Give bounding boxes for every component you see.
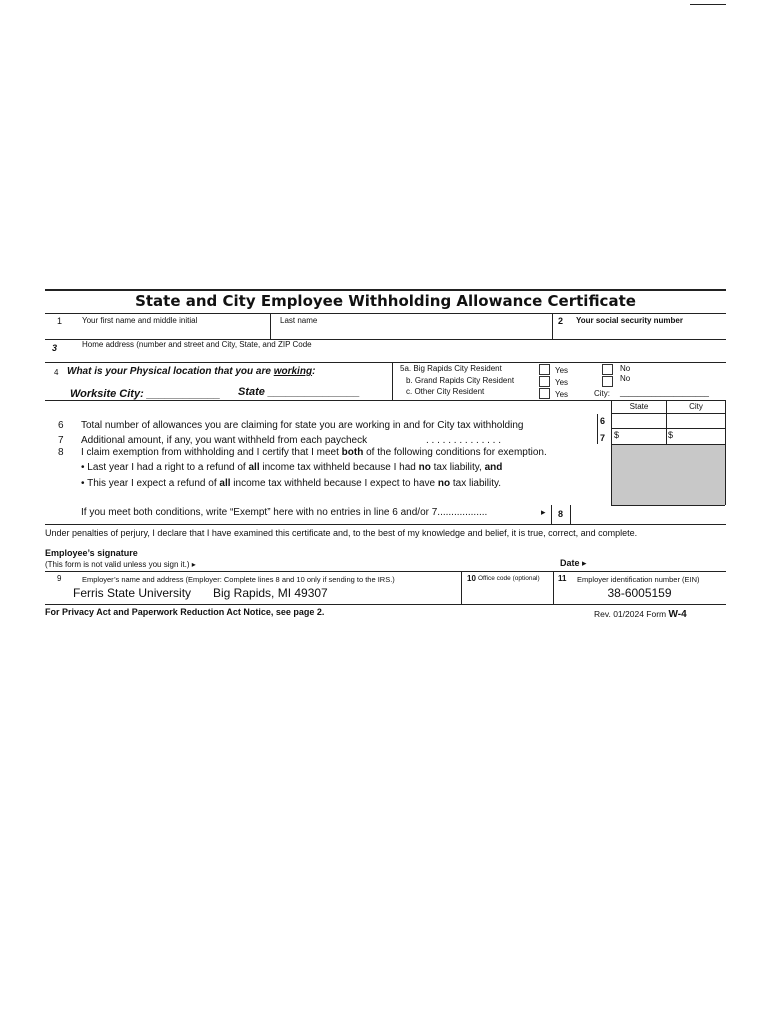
question-text: What is your Physical location that you are bbox=[67, 366, 274, 377]
worksite-city-label: Worksite City: ____________ bbox=[70, 388, 221, 400]
line6-city-field[interactable] bbox=[668, 415, 727, 429]
condition-bullet-1 bbox=[81, 462, 502, 473]
signature-bottom-rule bbox=[45, 571, 726, 572]
line-8-number: 8 bbox=[58, 447, 64, 458]
b2-post: tax liability. bbox=[450, 478, 502, 489]
perjury-top-rule bbox=[45, 524, 726, 525]
ssn-label: Your social security number bbox=[576, 316, 683, 325]
city-dollar-sign: $ bbox=[668, 430, 674, 440]
b1-and: and bbox=[484, 462, 503, 473]
form-title: State and City Employee Withholding Allowance Certificate bbox=[135, 292, 636, 310]
line-4-number: 4 bbox=[54, 368, 59, 377]
resident-a-no-checkbox[interactable] bbox=[602, 364, 613, 375]
box-8-label: 8 bbox=[558, 509, 564, 519]
resident-b-yes-checkbox[interactable] bbox=[539, 376, 550, 387]
physical-location-question bbox=[67, 366, 315, 377]
row3-bottom-rule bbox=[45, 362, 726, 363]
last-name-label: Last name bbox=[280, 316, 318, 325]
line-8-text bbox=[81, 447, 547, 458]
question-working: working bbox=[273, 366, 313, 377]
line7-state-field[interactable] bbox=[624, 430, 668, 444]
resident-a-label: 5a. Big Rapids City Resident bbox=[400, 364, 502, 373]
line-1-number: 1 bbox=[57, 316, 63, 326]
b2-mid: income tax withheld because I expect to have bbox=[230, 478, 438, 489]
city-column-header: City bbox=[689, 402, 703, 411]
employer-city: Big Rapids, MI 49307 bbox=[213, 586, 328, 600]
resident-c-yes-checkbox[interactable] bbox=[539, 388, 550, 399]
date-arrow: ▸ bbox=[582, 558, 587, 568]
row1-divider-b bbox=[552, 313, 553, 339]
resident-a-yes-checkbox[interactable] bbox=[539, 364, 550, 375]
row4-bottom-rule bbox=[45, 400, 726, 401]
date-label bbox=[560, 558, 587, 569]
column-header-rule bbox=[611, 413, 725, 414]
signature-field[interactable] bbox=[250, 557, 554, 572]
exempt-field[interactable] bbox=[574, 508, 726, 524]
row4-divider bbox=[392, 362, 393, 400]
box-6-label: 6 bbox=[600, 416, 606, 426]
b2-pre: • This year I expect a refund of bbox=[81, 478, 220, 489]
state-column-header: State bbox=[629, 402, 649, 411]
date-label-text: Date bbox=[560, 558, 580, 568]
office-code-label: Office code (optional) bbox=[478, 575, 540, 582]
b1-mid: income tax withheld because I had bbox=[259, 462, 419, 473]
line7-city-field[interactable] bbox=[678, 430, 727, 444]
signature-note-text: (This form is not valid unless you sign it.) bbox=[45, 560, 190, 569]
line-9-number: 9 bbox=[57, 574, 62, 583]
resident-b-no-label: No bbox=[620, 374, 631, 383]
date-field[interactable] bbox=[595, 557, 727, 572]
ein-label: Employer identification number (EIN) bbox=[577, 575, 700, 584]
shade-bottom-rule bbox=[611, 505, 725, 506]
resident-b-yes-label: Yes bbox=[555, 378, 569, 387]
line6-state-field[interactable] bbox=[613, 415, 669, 429]
revision-text: Rev. 01/2024 Form bbox=[594, 609, 667, 619]
office-code-field[interactable] bbox=[466, 588, 554, 603]
line8-both: both bbox=[341, 447, 364, 458]
resident-b-no-checkbox[interactable] bbox=[602, 376, 613, 387]
first-name-label: Your first name and middle initial bbox=[82, 316, 198, 325]
line8-shaded-area bbox=[612, 445, 725, 505]
line8-pre: I claim exemption from withholding and I certify that I meet bbox=[81, 447, 342, 458]
other-city-label: City: bbox=[594, 389, 610, 398]
line-7-dots: . . . . . . . . . . . . . . bbox=[426, 435, 502, 446]
form-name: W-4 bbox=[668, 609, 687, 620]
signature-label: Employee’s signature bbox=[45, 548, 138, 558]
ein-value: 38-6005159 bbox=[607, 586, 672, 600]
signature-note bbox=[45, 560, 196, 569]
exempt-instruction: If you meet both conditions, write “Exempt” here with no entries in line 6 and/or 7.................. bbox=[81, 507, 488, 518]
line-6-number: 6 bbox=[58, 420, 64, 431]
resident-c-label: c. Other City Resident bbox=[406, 387, 485, 396]
b1-all: all bbox=[248, 462, 260, 473]
b1-no: no bbox=[418, 462, 431, 473]
line8-post: of the following conditions for exemption. bbox=[363, 447, 547, 458]
condition-bullet-2 bbox=[81, 478, 501, 489]
form-revision bbox=[594, 609, 687, 620]
line-7-text: Additional amount, if any, you want withheld from each paycheck bbox=[81, 435, 368, 446]
other-city-line[interactable]: ____________________ bbox=[620, 388, 709, 397]
line-3-number: 3 bbox=[52, 343, 58, 353]
resident-a-no-label: No bbox=[620, 364, 631, 373]
privacy-notice: For Privacy Act and Paperwork Reduction Act Notice, see page 2. bbox=[45, 607, 325, 617]
first-name-field[interactable] bbox=[80, 326, 269, 340]
resident-b-label: b. Grand Rapids City Resident bbox=[406, 376, 515, 385]
row1-divider-a bbox=[270, 313, 271, 339]
box-7-label: 7 bbox=[600, 433, 606, 443]
b1-post: tax liability, bbox=[430, 462, 485, 473]
box8-left-rule bbox=[551, 505, 552, 524]
line-2-number: 2 bbox=[558, 316, 564, 326]
resident-c-yes-label: Yes bbox=[555, 390, 569, 399]
employer-name: Ferris State University bbox=[73, 586, 192, 600]
ssn-field[interactable] bbox=[560, 326, 724, 340]
title-bottom-rule bbox=[45, 313, 726, 314]
b1-pre: • Last year I had a right to a refund of bbox=[81, 462, 249, 473]
corner-rule bbox=[690, 4, 726, 5]
signature-arrow: ▸ bbox=[191, 560, 196, 569]
line-6-text: Total number of allowances you are claiming for state you are working in and for City tax withholding bbox=[81, 420, 524, 431]
resident-a-yes-label: Yes bbox=[555, 366, 569, 375]
employer-divider-a bbox=[461, 571, 462, 604]
b2-no: no bbox=[437, 478, 451, 489]
state-label: State _______________ bbox=[238, 386, 360, 398]
employer-bottom-rule bbox=[45, 604, 726, 605]
line-7-number: 7 bbox=[58, 435, 64, 446]
exempt-arrow: ▸ bbox=[541, 507, 546, 517]
perjury-statement: Under penalties of perjury, I declare that I have examined this certificate and, to the best of my knowledge and belief, it is true, correct, and complete. bbox=[45, 528, 638, 538]
employer-label: Employer’s name and address (Employer: Complete lines 8 and 10 only if sending to the IRS.) bbox=[82, 575, 395, 584]
home-address-label: Home address (number and street and City, State, and ZIP Code bbox=[82, 340, 312, 349]
question-colon: : bbox=[312, 366, 316, 377]
box6-left-rule bbox=[597, 414, 598, 444]
b2-all: all bbox=[219, 478, 231, 489]
line-10-number: 10 bbox=[467, 574, 476, 583]
box8-divider bbox=[570, 505, 571, 524]
state-dollar-sign: $ bbox=[614, 430, 620, 440]
last-name-field[interactable] bbox=[278, 326, 547, 340]
line-11-number: 11 bbox=[558, 574, 567, 583]
